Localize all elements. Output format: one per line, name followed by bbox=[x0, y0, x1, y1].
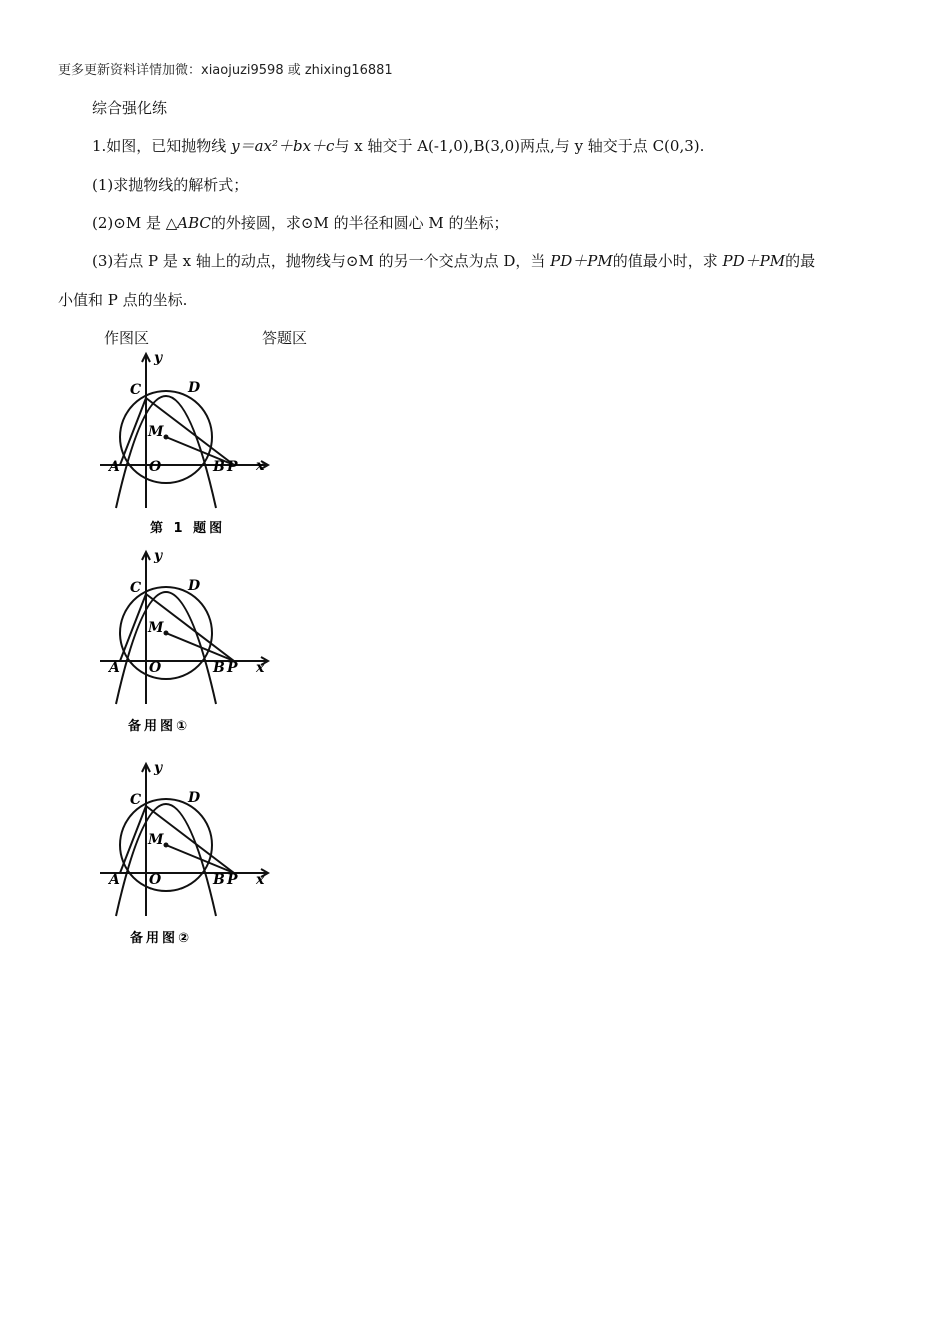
label-x: x bbox=[256, 458, 265, 474]
label-c: C bbox=[130, 382, 142, 398]
question-intro-prefix: 1.如图，已知抛物线 bbox=[92, 137, 227, 155]
figure-1 bbox=[100, 350, 280, 550]
label-b: B bbox=[213, 459, 225, 475]
question-part-1: (1)求抛物线的解析式； bbox=[92, 176, 249, 194]
part3-b: 的值最小时，求 bbox=[612, 252, 718, 270]
figure-3-diagram bbox=[100, 760, 280, 960]
label-o: O bbox=[149, 459, 162, 475]
label-d: D bbox=[188, 790, 201, 806]
header-note: 更多更新资料详情加微：xiaojuzi9598 或 zhixing16881 bbox=[58, 63, 393, 78]
triangle-abc: △ABC bbox=[165, 214, 211, 232]
label-p: P bbox=[227, 872, 238, 888]
segment-mp bbox=[166, 633, 234, 661]
question-intro bbox=[92, 135, 704, 156]
figure-2-caption: 备用图① bbox=[128, 719, 191, 734]
question-part-3-continued: 小值和 P 点的坐标. bbox=[58, 291, 188, 309]
work-area-label: 作图区 bbox=[104, 329, 150, 347]
part3-a: (3)若点 P 是 x 轴上的动点，抛物线与⊙M 的另一个交点为点 D，当 bbox=[92, 252, 546, 270]
point-m bbox=[164, 843, 169, 848]
label-a: A bbox=[109, 660, 120, 676]
part3-expr-1: PD＋PM bbox=[550, 252, 613, 270]
label-a: A bbox=[109, 872, 120, 888]
question-part-3 bbox=[92, 250, 815, 271]
label-a: A bbox=[109, 459, 120, 475]
label-c: C bbox=[130, 792, 142, 808]
part2-prefix: (2)⊙M 是 bbox=[92, 214, 161, 232]
point-m bbox=[164, 631, 169, 636]
figure-1-caption: 第 1 题图 bbox=[150, 521, 226, 536]
question-intro-suffix: 与 x 轴交于 A(-1,0),B(3,0)两点,与 y 轴交于点 C(0,3). bbox=[334, 137, 705, 155]
segment-mp bbox=[166, 845, 234, 873]
part2-suffix: 的外接圆，求⊙M 的半径和圆心 M 的坐标； bbox=[210, 214, 509, 232]
label-y: y bbox=[154, 350, 163, 366]
label-m: M bbox=[148, 620, 164, 636]
segment-ac bbox=[120, 398, 146, 465]
figure-2-diagram bbox=[100, 548, 280, 748]
segment-ac bbox=[120, 806, 146, 873]
label-m: M bbox=[148, 424, 164, 440]
label-m: M bbox=[148, 832, 164, 848]
label-d: D bbox=[188, 380, 201, 396]
question-part-2 bbox=[92, 212, 508, 233]
segment-ac bbox=[120, 594, 146, 661]
part3-c: 的最 bbox=[785, 252, 816, 270]
label-x: x bbox=[256, 872, 265, 888]
section-title: 综合强化练 bbox=[92, 99, 168, 117]
label-b: B bbox=[213, 872, 225, 888]
label-p: P bbox=[227, 660, 238, 676]
figure-3 bbox=[100, 760, 280, 960]
figure-2 bbox=[100, 548, 280, 748]
answer-area-label: 答题区 bbox=[262, 329, 308, 347]
label-y: y bbox=[154, 760, 163, 776]
label-c: C bbox=[130, 580, 142, 596]
figure-3-caption: 备用图② bbox=[130, 931, 193, 946]
label-d: D bbox=[188, 578, 201, 594]
parabola-equation: y＝ax²＋bx＋c bbox=[231, 137, 335, 155]
label-p: P bbox=[227, 459, 238, 475]
point-m bbox=[164, 435, 169, 440]
label-x: x bbox=[256, 660, 265, 676]
label-o: O bbox=[149, 872, 162, 888]
label-b: B bbox=[213, 660, 225, 676]
label-y: y bbox=[154, 548, 163, 564]
figure-1-diagram bbox=[100, 350, 280, 550]
part3-expr-2: PD＋PM bbox=[722, 252, 786, 270]
label-o: O bbox=[149, 660, 162, 676]
